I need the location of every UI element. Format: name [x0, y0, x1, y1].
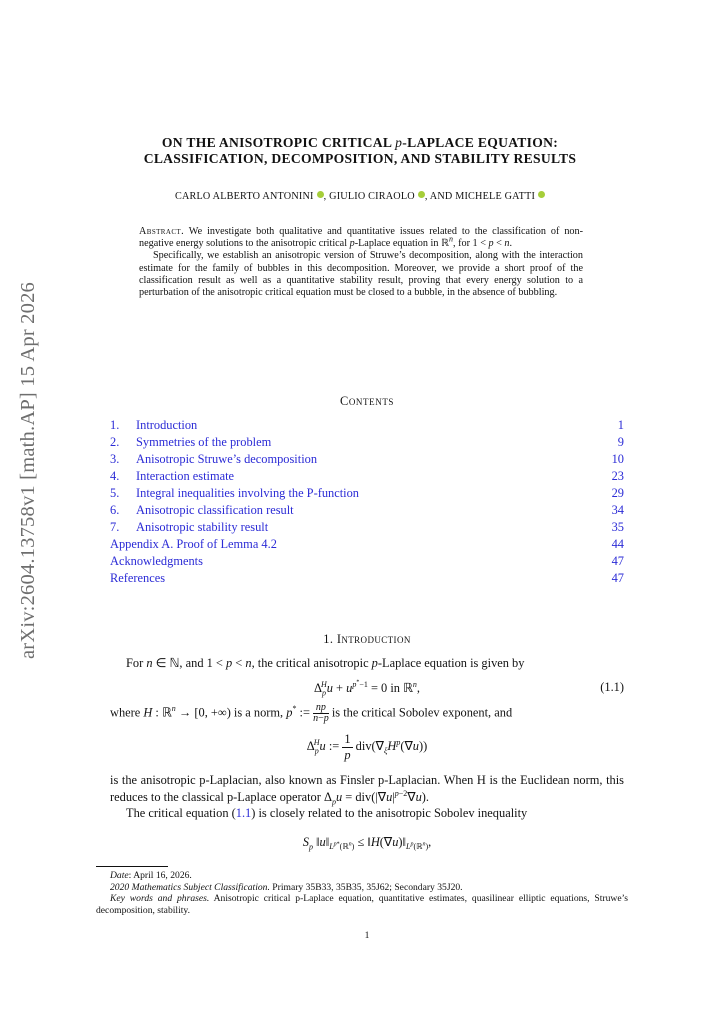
title-line-1: ON THE ANISOTROPIC CRITICAL p-LAPLACE EQUATION: [161, 135, 559, 150]
toc-item[interactable]: 7. Anisotropic stability result 35 [110, 520, 624, 534]
toc-item[interactable]: Appendix A. Proof of Lemma 4.2 44 [110, 537, 624, 551]
arxiv-identifier: arXiv:2604.13758v1 [math.AP] 15 Apr 2026 [16, 281, 39, 659]
equation-number: (1.1) [600, 680, 624, 694]
toc-item[interactable]: 4. Interaction estimate 23 [110, 469, 624, 483]
author-3: , AND MICHELE GATTI [424, 191, 536, 202]
footnote-rule [96, 866, 168, 867]
toc-item[interactable]: 2. Symmetries of the problem 9 [110, 435, 624, 449]
orcid-icon[interactable] [418, 191, 425, 198]
contents-title: Contents [339, 394, 395, 408]
footnotes [96, 870, 628, 916]
toc-item[interactable]: References 47 [110, 571, 624, 585]
intro-paragraph-3: is the anisotropic p-Laplacian, also known as Finsler p-Laplacian. When H is the Euclidean norm, this reduces to the classical p-Laplace operator $\Delta_pu = div(|\nabla u|^{p-2}\nabla u)$. The critical equation (1.1) is closely related to the anisotropic Sobolev inequality [110, 773, 624, 820]
equation-finsler-laplacian: $\Delta_p^Hu$ := $\frac{1}{p}$ $div(\nabla_\xi H^p(\nabla u))$ [306, 732, 428, 762]
toc-item[interactable]: 6. Anisotropic classification result 34 [110, 503, 624, 517]
abstract-label: Abstract. [139, 226, 185, 237]
footnote-msc: 2020 Mathematics Subject Classification. Primary 35B33, 35B35, 35J62; Secondary 35J20. [110, 881, 463, 893]
paper-title [90, 135, 630, 167]
author-2: , GIULIO CIRAOLO [323, 191, 415, 202]
orcid-icon[interactable] [317, 191, 324, 198]
title-line-2: CLASSIFICATION, DECOMPOSITION, AND STABILITY RESULTS [143, 151, 577, 166]
abstract-paragraph-2: Specifically, we establish an anisotropic version of Struwe’s decomposition, along with the interaction estimate for the family of bubbles in this decomposition. Moreover, we provide a short proof of the classification result as well as a quantitative stability result, proving that every energy solution to a perturbation of the anisotropic critical equation must be closed to a bubble, in the absence of bubbling. [139, 250, 583, 299]
equation-1-1: $\Delta_p^Hu + u^{p^*-1} = 0$ in ℝ$^n$, (1.1) [314, 679, 624, 698]
intro-paragraph-1: For n ∈ ℕ, and 1 < p < n, the critical anisotropic p-Laplace equation is given by [126, 656, 525, 670]
toc-item[interactable]: 5. Integral inequalities involving the P-function 29 [110, 486, 624, 500]
toc-item[interactable]: 3. Anisotropic Struwe’s decomposition 10 [110, 452, 624, 466]
abstract-paragraph-1: Abstract. We investigate both qualitative and quantitative issues related to the classification of non-negative energy solutions to the anisotropic critical p-Laplace equation in ℝ$^n$, for 1 < p < n. [139, 226, 583, 250]
table-of-contents [110, 417, 624, 587]
equation-sobolev-inequality: $S_p$ $‖u‖_{L^{p*}(ℝ^n)}$ ≤ $‖H(\nabla u)‖_{L^p(ℝ^n)}$, [302, 835, 432, 852]
toc-item[interactable]: 1. Introduction 1 [110, 418, 624, 432]
toc-item[interactable]: Acknowledgments 47 [110, 554, 624, 568]
orcid-icon[interactable] [538, 191, 545, 198]
abstract [139, 226, 583, 299]
footnote-keywords: Key words and phrases. Anisotropic critical p-Laplace equation, quantitative estimates, quasilinear elliptic equations, Struwe’s decomposition, stability. [96, 893, 628, 916]
intro-paragraph-2: where H : ℝ$^n$ → [0, +∞) is a norm, p* := $\frac{np}{n-p}$ is the critical Sobolev exponent, and [110, 702, 513, 724]
section-heading: 1. Introduction [323, 632, 411, 646]
author-list [90, 191, 630, 202]
page-number: 1 [364, 930, 370, 941]
equation-reference-link[interactable]: 1.1 [235, 806, 252, 820]
author-1: CARLO ALBERTO ANTONINI [174, 191, 314, 202]
footnote-date: Date: April 16, 2026. [110, 870, 192, 881]
arxiv-sidebar-stamp [6, 240, 50, 700]
